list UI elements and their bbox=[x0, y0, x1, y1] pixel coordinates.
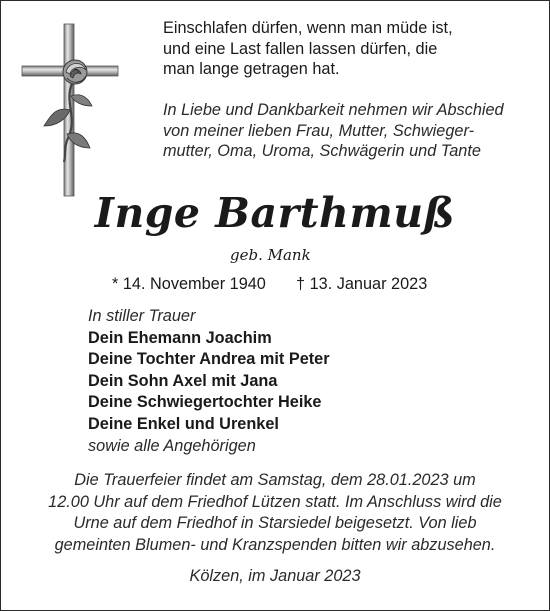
mourner-item: Dein Ehemann Joachim bbox=[88, 328, 272, 347]
funeral-service-info bbox=[0, 470, 550, 556]
mourners-others: sowie alle Angehörigen bbox=[88, 436, 256, 455]
service-line: Urne auf dem Friedhof in Starsiedel beigesetzt. Von lieb bbox=[73, 514, 477, 532]
mourner-item: Deine Tochter Andrea mit Peter bbox=[88, 350, 330, 369]
maiden-name: geb. Mank bbox=[230, 246, 311, 264]
farewell-text bbox=[163, 100, 543, 162]
mourners-intro: In stiller Trauer bbox=[88, 307, 196, 325]
farewell-line: In Liebe und Dankbarkeit nehmen wir Abschied bbox=[163, 101, 504, 119]
mourner-item: Deine Enkel und Urenkel bbox=[88, 414, 279, 433]
service-line: Die Trauerfeier findet am Samstag, dem 28.01.2023 um bbox=[74, 471, 476, 489]
service-line: 12.00 Uhr auf dem Friedhof Lützen statt. Im Anschluss wird die bbox=[48, 492, 502, 511]
cross-with-rose-icon bbox=[20, 22, 120, 198]
poem-line: Einschlafen dürfen, wenn man müde ist, bbox=[163, 19, 453, 37]
mourners-list bbox=[88, 306, 508, 457]
mourner-item: Dein Sohn Axel mit Jana bbox=[88, 371, 278, 390]
farewell-line: von meiner lieben Frau, Mutter, Schwieger- bbox=[163, 121, 474, 140]
birth-date: * 14. November 1940 bbox=[112, 275, 266, 293]
poem-line: und eine Last fallen lassen dürfen, die bbox=[163, 39, 438, 58]
mourner-item: Deine Schwiegertochter Heike bbox=[88, 393, 322, 412]
service-line: gemeinten Blumen- und Kranzspenden bitten wir abzusehen. bbox=[54, 535, 496, 554]
poem-line: man lange getragen hat. bbox=[163, 60, 340, 78]
place-and-date: Kölzen, im Januar 2023 bbox=[189, 567, 361, 585]
farewell-line: mutter, Oma, Uroma, Schwägerin und Tante bbox=[163, 142, 481, 160]
deceased-name: Inge Barthmuß bbox=[94, 189, 456, 237]
poem bbox=[163, 18, 543, 80]
death-date: † 13. Januar 2023 bbox=[296, 275, 428, 293]
